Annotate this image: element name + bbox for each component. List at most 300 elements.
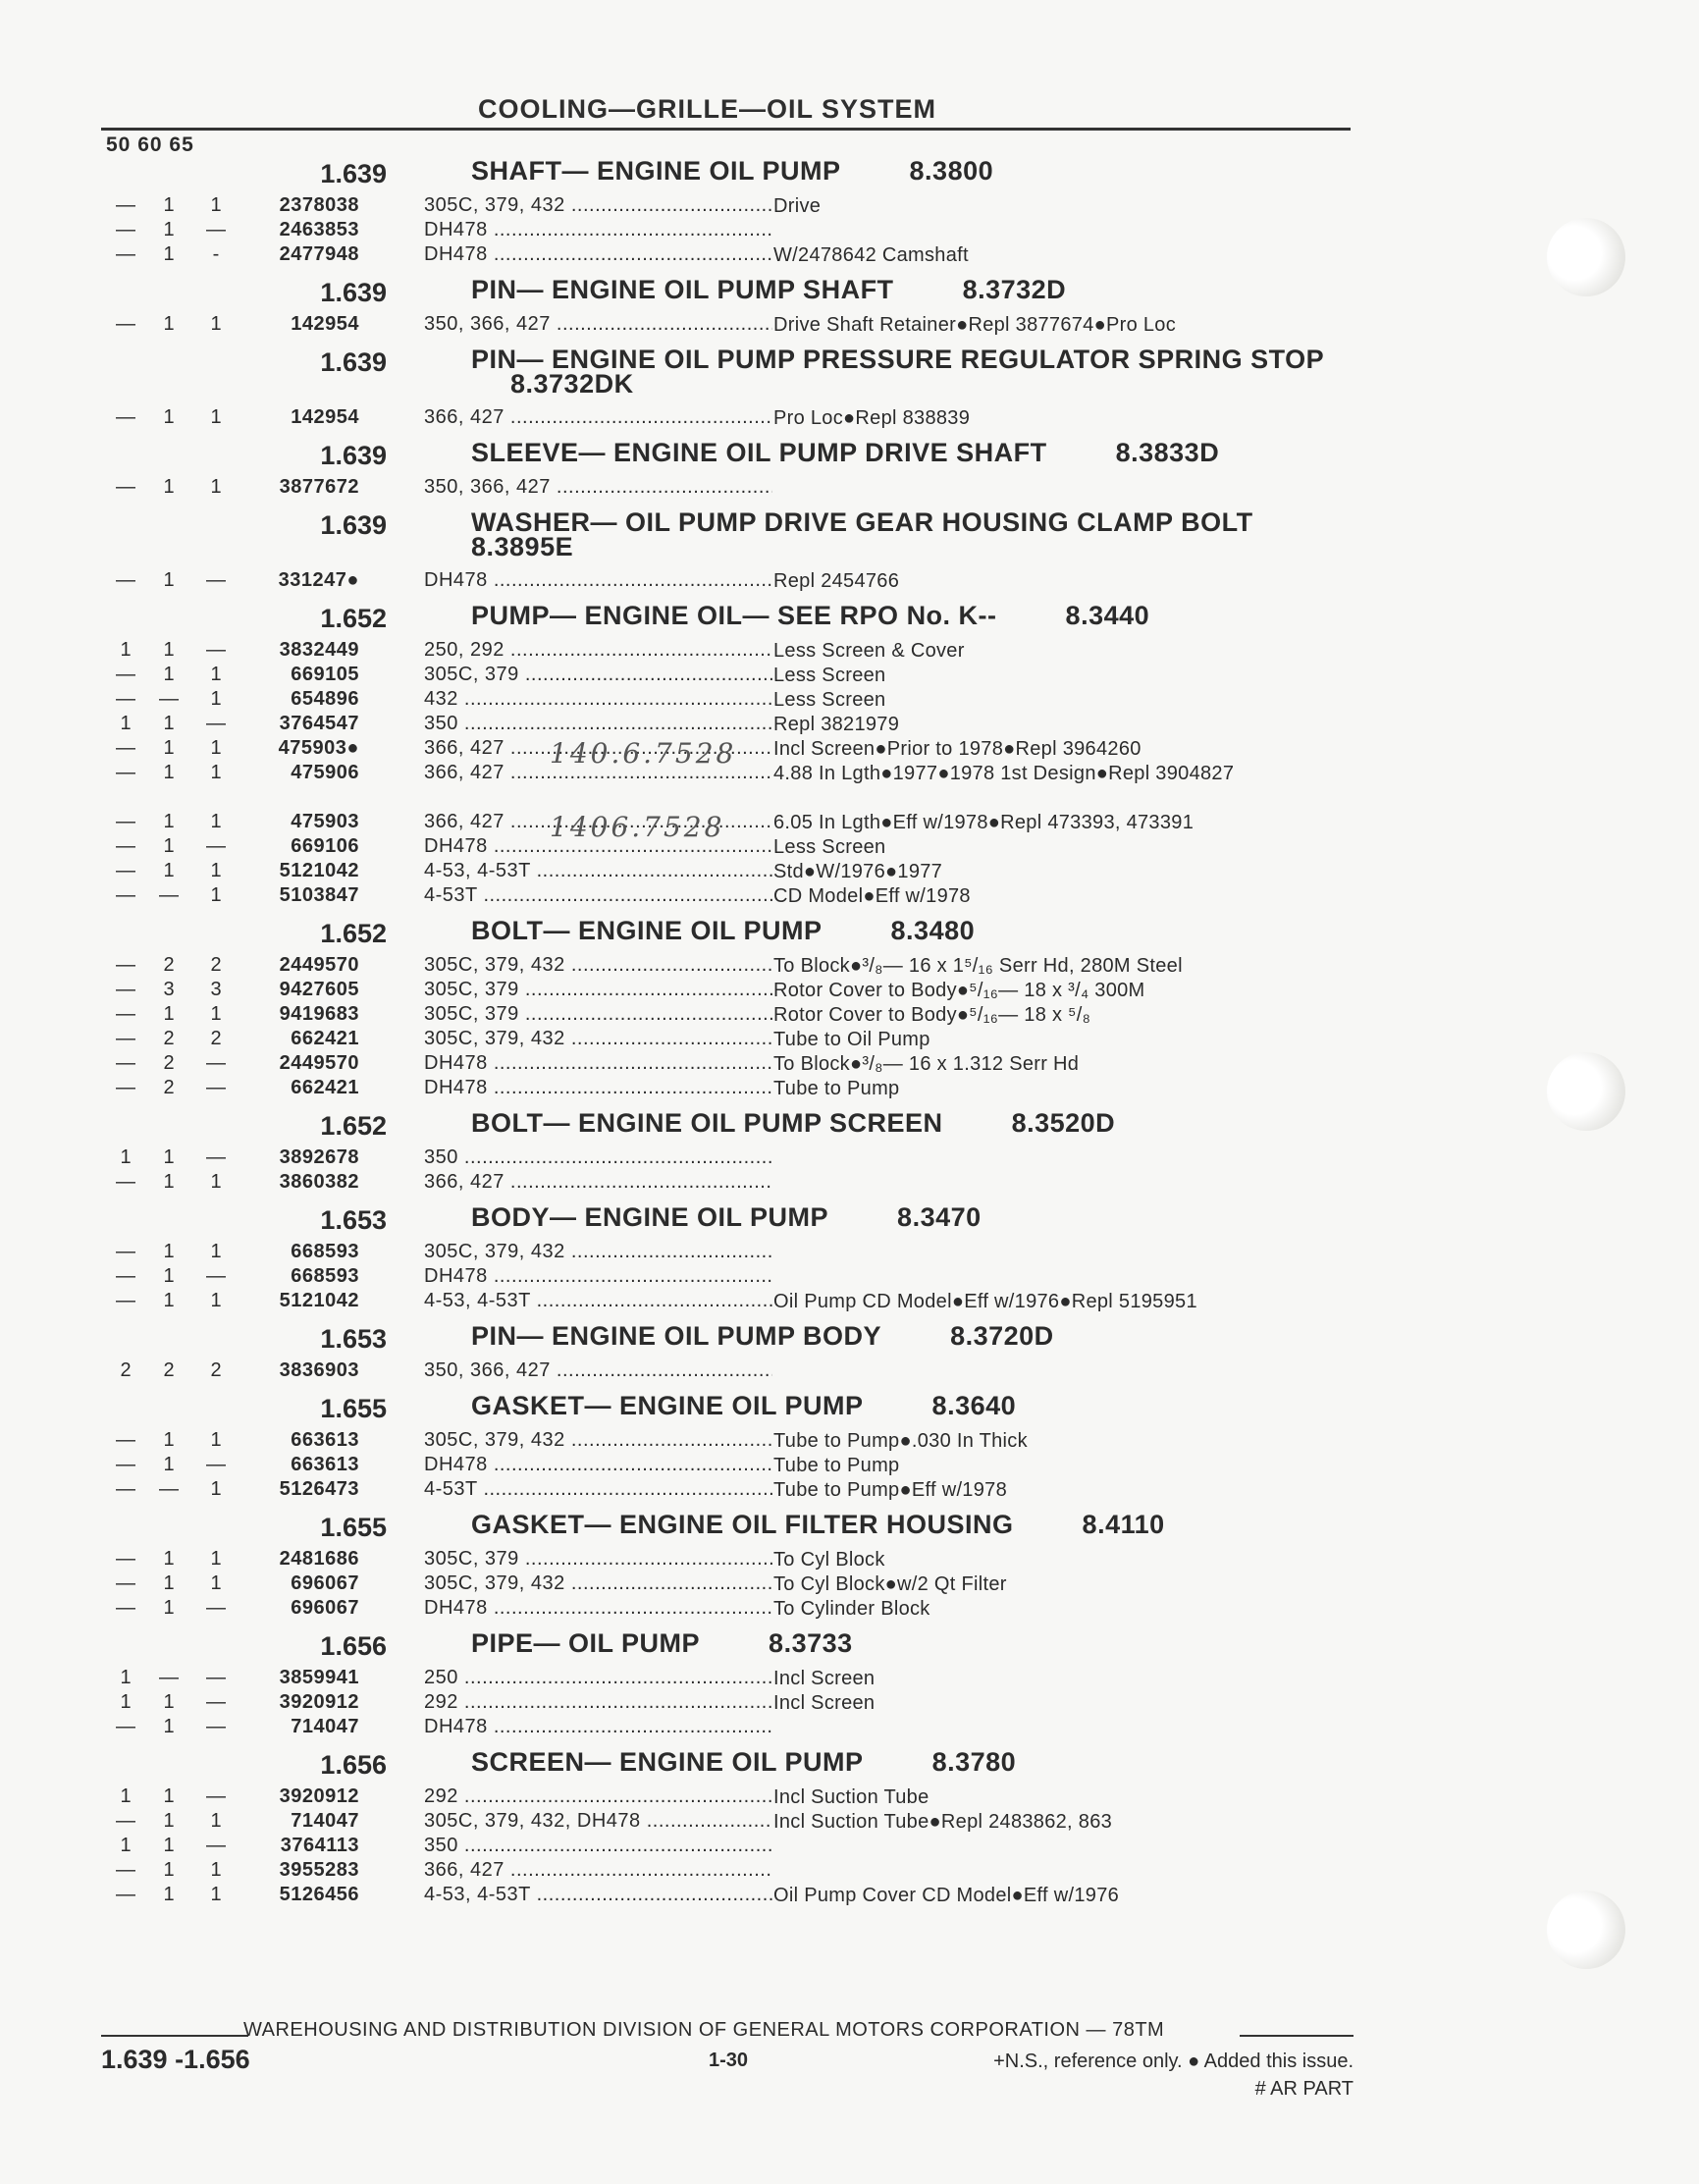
part-number: 662421	[291, 1028, 359, 1049]
application: 305C, 379 .....	[424, 979, 772, 1001]
qty-1965: 1	[210, 1572, 222, 1594]
qty-1950: 1	[120, 1146, 132, 1168]
application: 432 .....	[424, 688, 772, 711]
qty-1965: 1	[210, 664, 222, 685]
part-row	[0, 192, 1699, 217]
part-number: 5126456	[279, 1884, 359, 1905]
qty-1950: —	[116, 1429, 135, 1451]
application: DH478 .....	[424, 1077, 772, 1099]
qty-1950: —	[116, 406, 135, 428]
qty-1960: 1	[163, 406, 175, 428]
qty-1950: —	[116, 1265, 135, 1287]
group-code: 8.4110	[1082, 1510, 1165, 1539]
qty-1965: —	[206, 1265, 226, 1287]
part-group	[0, 336, 1699, 429]
application: DH478 .....	[424, 569, 772, 592]
part-number: 669105	[291, 664, 359, 685]
description: W/2478642 Camshaft	[773, 244, 969, 266]
qty-1960: 1	[163, 664, 175, 685]
application: 350, 366, 427 .....	[424, 1359, 772, 1382]
part-group-title: GASKET— ENGINE OIL PUMP	[471, 1391, 864, 1420]
qty-1950: —	[116, 1077, 135, 1098]
illustration-ref: 1.652	[320, 919, 387, 948]
group-code: 8.3780	[931, 1747, 1017, 1777]
part-number: 668593	[291, 1241, 359, 1262]
qty-1965: 1	[210, 313, 222, 335]
part-number: 3955283	[279, 1859, 359, 1881]
part-number: 669106	[291, 835, 359, 857]
part-row	[0, 1169, 1699, 1194]
qty-1960: 2	[163, 1359, 175, 1381]
description: To Cyl Block●w/2 Qt Filter	[773, 1573, 1007, 1595]
part-group-title-line	[471, 1510, 1335, 1539]
group-code: 8.3800	[909, 156, 994, 186]
application: 305C, 379 .....	[424, 664, 772, 686]
qty-1960: 1	[163, 243, 175, 265]
illustration-ref: 1.639	[320, 510, 387, 540]
qty-1965: —	[206, 1077, 226, 1098]
application: 250 .....	[424, 1667, 772, 1689]
part-group-title-line	[471, 601, 1335, 630]
part-group-title-line	[471, 156, 1335, 186]
application: 350 .....	[424, 713, 772, 735]
footer-division: WAREHOUSING AND DISTRIBUTION DIVISION OF GENERAL MOTORS CORPORATION — 78TM	[243, 2019, 1165, 2041]
part-number: 3892678	[279, 1146, 359, 1168]
qty-1960: 1	[163, 811, 175, 832]
group-code: 8.3480	[890, 916, 976, 945]
part-row	[0, 217, 1699, 241]
part-group-title-line	[471, 1747, 1335, 1777]
illustration-ref: 1.652	[320, 604, 387, 633]
application: 366, 427 .....	[424, 811, 772, 833]
qty-1950: —	[116, 1572, 135, 1594]
qty-1960: 1	[163, 313, 175, 335]
description: Oil Pump Cover CD Model●Eff w/1976	[773, 1885, 1120, 1906]
part-number: 2481686	[279, 1548, 359, 1570]
description: 4.88 In Lgth●1977●1978 1st Design●Repl 3904827	[773, 763, 1235, 784]
qty-1950: —	[116, 884, 135, 906]
application: 4-53T .....	[424, 884, 772, 907]
part-row	[0, 1452, 1699, 1476]
qty-1965: —	[206, 713, 226, 734]
description: 6.05 In Lgth●Eff w/1978●Repl 473393, 473391	[773, 812, 1195, 833]
part-group-title-line	[471, 507, 1335, 561]
qty-1950: —	[116, 860, 135, 881]
part-group-title: BOLT— ENGINE OIL PUMP	[471, 916, 823, 945]
description: Rotor Cover to Body●⁵/₁₆— 18 x ³/₄ 300M	[773, 980, 1145, 1001]
application: 305C, 379, 432 .....	[424, 1429, 772, 1452]
part-group-title-line	[471, 1321, 1335, 1351]
handwritten-annotation: 1406.7528	[550, 811, 725, 843]
qty-1965: 2	[210, 1359, 222, 1381]
part-group-header	[0, 499, 1699, 567]
binder-hole-bottom	[1547, 1891, 1625, 1969]
illustration-ref: 1.653	[320, 1205, 387, 1235]
part-number: 2449570	[279, 954, 359, 976]
group-code: 8.3833D	[1115, 438, 1220, 467]
part-row	[0, 952, 1699, 977]
part-row	[0, 833, 1699, 858]
part-row	[0, 474, 1699, 499]
part-row	[0, 1857, 1699, 1882]
part-number: 662421	[291, 1077, 359, 1098]
qty-1965: 1	[210, 860, 222, 881]
part-row	[0, 882, 1699, 907]
description: Incl Screen	[773, 1668, 876, 1689]
part-group-title-line	[471, 1202, 1335, 1232]
part-group	[0, 1738, 1699, 1906]
qty-1965: 1	[210, 476, 222, 498]
qty-1965: —	[206, 1691, 226, 1713]
application: 4-53, 4-53T .....	[424, 1290, 772, 1312]
qty-1950: —	[116, 811, 135, 832]
part-group	[0, 1501, 1699, 1620]
model-year-columns: 50 60 65	[106, 133, 194, 156]
qty-1960: 1	[163, 1785, 175, 1807]
application: 305C, 379, 432, DH478 .....	[424, 1810, 772, 1833]
description: To Block●³/₈— 16 x 1⁵/₁₆ Serr Hd, 280M Steel	[773, 955, 1183, 977]
part-group-title-line	[471, 916, 1335, 945]
qty-1960: 1	[163, 860, 175, 881]
part-group-title: SLEEVE— ENGINE OIL PUMP DRIVE SHAFT	[471, 438, 1047, 467]
group-code: 8.3732D	[962, 275, 1067, 304]
qty-1950: —	[116, 979, 135, 1000]
application: DH478 .....	[424, 219, 772, 241]
description: Repl 2454766	[773, 570, 900, 592]
qty-1960: 1	[163, 1146, 175, 1168]
part-row	[0, 1882, 1699, 1906]
illustration-ref: 1.655	[320, 1513, 387, 1542]
part-number: 663613	[291, 1454, 359, 1475]
qty-1950: —	[116, 313, 135, 335]
description: Less Screen	[773, 665, 886, 686]
part-group	[0, 1099, 1699, 1194]
part-group-title: GASKET— ENGINE OIL FILTER HOUSING	[471, 1510, 1014, 1539]
part-group-title: SHAFT— ENGINE OIL PUMP	[471, 156, 841, 186]
description: Incl Screen●Prior to 1978●Repl 3964260	[773, 738, 1142, 760]
qty-1950: 1	[120, 1667, 132, 1688]
part-group-header	[0, 1312, 1699, 1358]
qty-1960: 1	[163, 1597, 175, 1619]
group-code: 8.3895E	[471, 532, 574, 561]
part-number: 5126473	[279, 1478, 359, 1500]
qty-1950: —	[116, 835, 135, 857]
description: Tube to Pump●.030 In Thick	[773, 1430, 1028, 1452]
qty-1960: 1	[163, 569, 175, 591]
part-number: 3764547	[279, 713, 359, 734]
part-number: 9419683	[279, 1003, 359, 1025]
part-row	[0, 1808, 1699, 1833]
application: 366, 427 .....	[424, 1171, 772, 1194]
description: Repl 3821979	[773, 714, 900, 735]
qty-1965: —	[206, 1052, 226, 1074]
qty-1950: —	[116, 1884, 135, 1905]
part-number: 475903●	[278, 737, 359, 759]
qty-1960: 1	[163, 1884, 175, 1905]
part-number: 2477948	[279, 243, 359, 265]
description: Std●W/1976●1977	[773, 861, 943, 882]
part-number: 2378038	[279, 194, 359, 216]
part-number: 331247●	[278, 569, 359, 591]
group-code: 8.3732DK	[510, 369, 634, 399]
illustration-ref: 1.653	[320, 1324, 387, 1354]
qty-1965: —	[206, 639, 226, 661]
part-number: 663613	[291, 1429, 359, 1451]
header-rule	[101, 128, 1351, 131]
qty-1960: 1	[163, 1171, 175, 1193]
part-number: 3859941	[279, 1667, 359, 1688]
application: 305C, 379, 432 .....	[424, 194, 772, 217]
qty-1965: 1	[210, 811, 222, 832]
qty-1960: 2	[163, 954, 175, 976]
description: Incl Suction Tube●Repl 2483862, 863	[773, 1811, 1113, 1833]
application: 305C, 379, 432 .....	[424, 1028, 772, 1050]
qty-1960: —	[159, 884, 179, 906]
qty-1960: 1	[163, 1290, 175, 1311]
qty-1960: 1	[163, 1548, 175, 1570]
application: DH478 .....	[424, 1716, 772, 1738]
qty-1965: 1	[210, 1810, 222, 1832]
qty-1950: —	[116, 1716, 135, 1737]
part-row	[0, 241, 1699, 266]
qty-1950: —	[116, 1548, 135, 1570]
part-row	[0, 662, 1699, 686]
qty-1965: —	[206, 1597, 226, 1619]
application: 4-53, 4-53T .....	[424, 1884, 772, 1906]
illustration-ref: 1.656	[320, 1631, 387, 1661]
part-number: 3764113	[280, 1835, 359, 1856]
qty-1950: —	[116, 1478, 135, 1500]
part-group-header	[0, 592, 1699, 637]
qty-1960: 1	[163, 639, 175, 661]
qty-1950: —	[116, 1241, 135, 1262]
description: Less Screen	[773, 836, 886, 858]
part-group	[0, 499, 1699, 592]
qty-1950: —	[116, 1003, 135, 1025]
part-row	[0, 711, 1699, 735]
part-row	[0, 1571, 1699, 1595]
application: 305C, 379, 432 .....	[424, 1241, 772, 1263]
illustration-ref: 1.639	[320, 347, 387, 377]
part-number: 142954	[291, 406, 359, 428]
page-number: 1-30	[709, 2050, 749, 2071]
description: Tube to Pump	[773, 1455, 900, 1476]
part-group-header	[0, 266, 1699, 311]
qty-1950: 1	[120, 1691, 132, 1713]
part-group-title: PUMP— ENGINE OIL— SEE RPO No. K--	[471, 601, 997, 630]
description: Drive Shaft Retainer●Repl 3877674●Pro Loc	[773, 314, 1177, 336]
part-row	[0, 637, 1699, 662]
qty-1960: —	[159, 1667, 179, 1688]
part-group	[0, 266, 1699, 336]
part-group	[0, 1312, 1699, 1382]
part-number: 3832449	[279, 639, 359, 661]
qty-1965: —	[206, 835, 226, 857]
qty-1960: 1	[163, 476, 175, 498]
description: Incl Suction Tube	[773, 1786, 929, 1808]
application: 305C, 379 .....	[424, 1548, 772, 1571]
qty-1965: —	[206, 219, 226, 240]
qty-1965: 1	[210, 1429, 222, 1451]
part-number: 696067	[291, 1572, 359, 1594]
group-code: 8.3733	[769, 1628, 853, 1658]
qty-1950: —	[116, 1597, 135, 1619]
footer-notes	[993, 2048, 1354, 2103]
part-group	[0, 429, 1699, 499]
application: 366, 427 .....	[424, 762, 772, 784]
qty-1965: —	[206, 1716, 226, 1737]
application: 305C, 379, 432 .....	[424, 954, 772, 977]
binder-hole-top	[1547, 218, 1625, 296]
description: Oil Pump CD Model●Eff w/1976●Repl 5195951	[773, 1291, 1197, 1312]
part-number: 3920912	[279, 1785, 359, 1807]
qty-1960: 1	[163, 1241, 175, 1262]
description: Pro Loc●Repl 838839	[773, 407, 971, 429]
qty-1960: 1	[163, 1810, 175, 1832]
part-group-header	[0, 1620, 1699, 1665]
part-row	[0, 1476, 1699, 1501]
part-group-title: SCREEN— ENGINE OIL PUMP	[471, 1747, 864, 1777]
part-row	[0, 567, 1699, 592]
description: To Cyl Block	[773, 1549, 885, 1571]
page-title: COOLING—GRILLE—OIL SYSTEM	[478, 94, 937, 124]
part-group	[0, 1194, 1699, 1312]
application: DH478 .....	[424, 1454, 772, 1476]
qty-1965: 1	[210, 1859, 222, 1881]
qty-1965: 1	[210, 688, 222, 710]
part-number: 696067	[291, 1597, 359, 1619]
qty-1965: 3	[210, 979, 222, 1000]
qty-1950: —	[116, 1171, 135, 1193]
application: 305C, 379 .....	[424, 1003, 772, 1026]
part-number: 3877672	[279, 476, 359, 498]
group-code: 8.3440	[1065, 601, 1150, 630]
qty-1950: 1	[120, 639, 132, 661]
description: Rotor Cover to Body●⁵/₁₆— 18 x ⁵/₈	[773, 1004, 1091, 1026]
qty-1950: —	[116, 762, 135, 783]
qty-1950: —	[116, 664, 135, 685]
part-row	[0, 686, 1699, 711]
qty-1965: 1	[210, 1241, 222, 1262]
description: Tube to Oil Pump	[773, 1029, 930, 1050]
application: 305C, 379, 432 .....	[424, 1572, 772, 1595]
illustration-ref: 1.652	[320, 1111, 387, 1141]
part-group-header	[0, 1382, 1699, 1427]
part-group-title: WASHER— OIL PUMP DRIVE GEAR HOUSING CLAMP BOLT	[471, 507, 1253, 537]
part-number: 654896	[291, 688, 359, 710]
part-group	[0, 907, 1699, 1099]
part-group-header	[0, 1501, 1699, 1546]
application: 366, 427 .....	[424, 737, 772, 760]
description: CD Model●Eff w/1978	[773, 885, 971, 907]
qty-1960: 2	[163, 1052, 175, 1074]
part-number: 475906	[291, 762, 359, 783]
part-group	[0, 592, 1699, 907]
application: DH478 .....	[424, 1597, 772, 1620]
qty-1960: 1	[163, 1265, 175, 1287]
application: 350, 366, 427 .....	[424, 313, 772, 336]
part-row	[0, 809, 1699, 843]
qty-1960: 1	[163, 1429, 175, 1451]
application: DH478 .....	[424, 243, 772, 266]
description: Less Screen & Cover	[773, 640, 965, 662]
qty-1960: —	[159, 1478, 179, 1500]
footer-rule-right-line	[1240, 2035, 1354, 2037]
part-group-title-line	[471, 1108, 1335, 1138]
qty-1965: —	[206, 1667, 226, 1688]
qty-1965: 1	[210, 1478, 222, 1500]
group-code: 8.3520D	[1011, 1108, 1116, 1138]
qty-1960: 1	[163, 1716, 175, 1737]
qty-1960: 1	[163, 1572, 175, 1594]
qty-1960: 1	[163, 219, 175, 240]
parts-list	[0, 147, 1699, 1906]
part-group-title-line	[471, 438, 1335, 467]
part-row	[0, 1026, 1699, 1050]
qty-1950: —	[116, 954, 135, 976]
part-group	[0, 1382, 1699, 1501]
qty-1960: 1	[163, 835, 175, 857]
application: DH478 .....	[424, 835, 772, 858]
part-group-header	[0, 907, 1699, 952]
part-row	[0, 1263, 1699, 1288]
qty-1960: 2	[163, 1077, 175, 1098]
qty-1950: —	[116, 1028, 135, 1049]
part-number: 2449570	[279, 1052, 359, 1074]
part-group-header	[0, 147, 1699, 192]
handwritten-annotation: 140.6.7528	[550, 737, 737, 770]
description: Drive	[773, 195, 822, 217]
description: Tube to Pump	[773, 1078, 900, 1099]
part-row	[0, 1358, 1699, 1382]
part-group-header	[0, 1738, 1699, 1784]
qty-1965: —	[206, 1146, 226, 1168]
application: 4-53, 4-53T .....	[424, 860, 772, 882]
part-group-header	[0, 336, 1699, 404]
qty-1965: 1	[210, 406, 222, 428]
part-row	[0, 1595, 1699, 1620]
part-number: 714047	[291, 1810, 359, 1832]
application: 292 .....	[424, 1691, 772, 1714]
part-group	[0, 147, 1699, 266]
part-group-title-line	[471, 1628, 1335, 1658]
application: 350 .....	[424, 1146, 772, 1169]
qty-1950: —	[116, 1810, 135, 1832]
qty-1960: 1	[163, 713, 175, 734]
part-row	[0, 1145, 1699, 1169]
part-row	[0, 1665, 1699, 1689]
part-row	[0, 1001, 1699, 1026]
part-group-title: BOLT— ENGINE OIL PUMP SCREEN	[471, 1108, 943, 1138]
part-number: 3836903	[279, 1359, 359, 1381]
footer-note-legend: +N.S., reference only. ● Added this issue.	[993, 2051, 1354, 2072]
qty-1965: 1	[210, 1171, 222, 1193]
qty-1965: —	[206, 1785, 226, 1807]
part-group-title: BODY— ENGINE OIL PUMP	[471, 1202, 829, 1232]
qty-1965: —	[206, 1454, 226, 1475]
part-number: 3860382	[279, 1171, 359, 1193]
qty-1950: 2	[120, 1359, 132, 1381]
qty-1960: 1	[163, 1691, 175, 1713]
part-group-title-line	[471, 347, 1335, 397]
qty-1950: —	[116, 1290, 135, 1311]
application: 292 .....	[424, 1785, 772, 1808]
qty-1965: 1	[210, 194, 222, 216]
qty-1965: 1	[210, 762, 222, 783]
description: To Cylinder Block	[773, 1598, 930, 1620]
illustration-ref: 1.655	[320, 1394, 387, 1423]
part-group	[0, 1620, 1699, 1738]
